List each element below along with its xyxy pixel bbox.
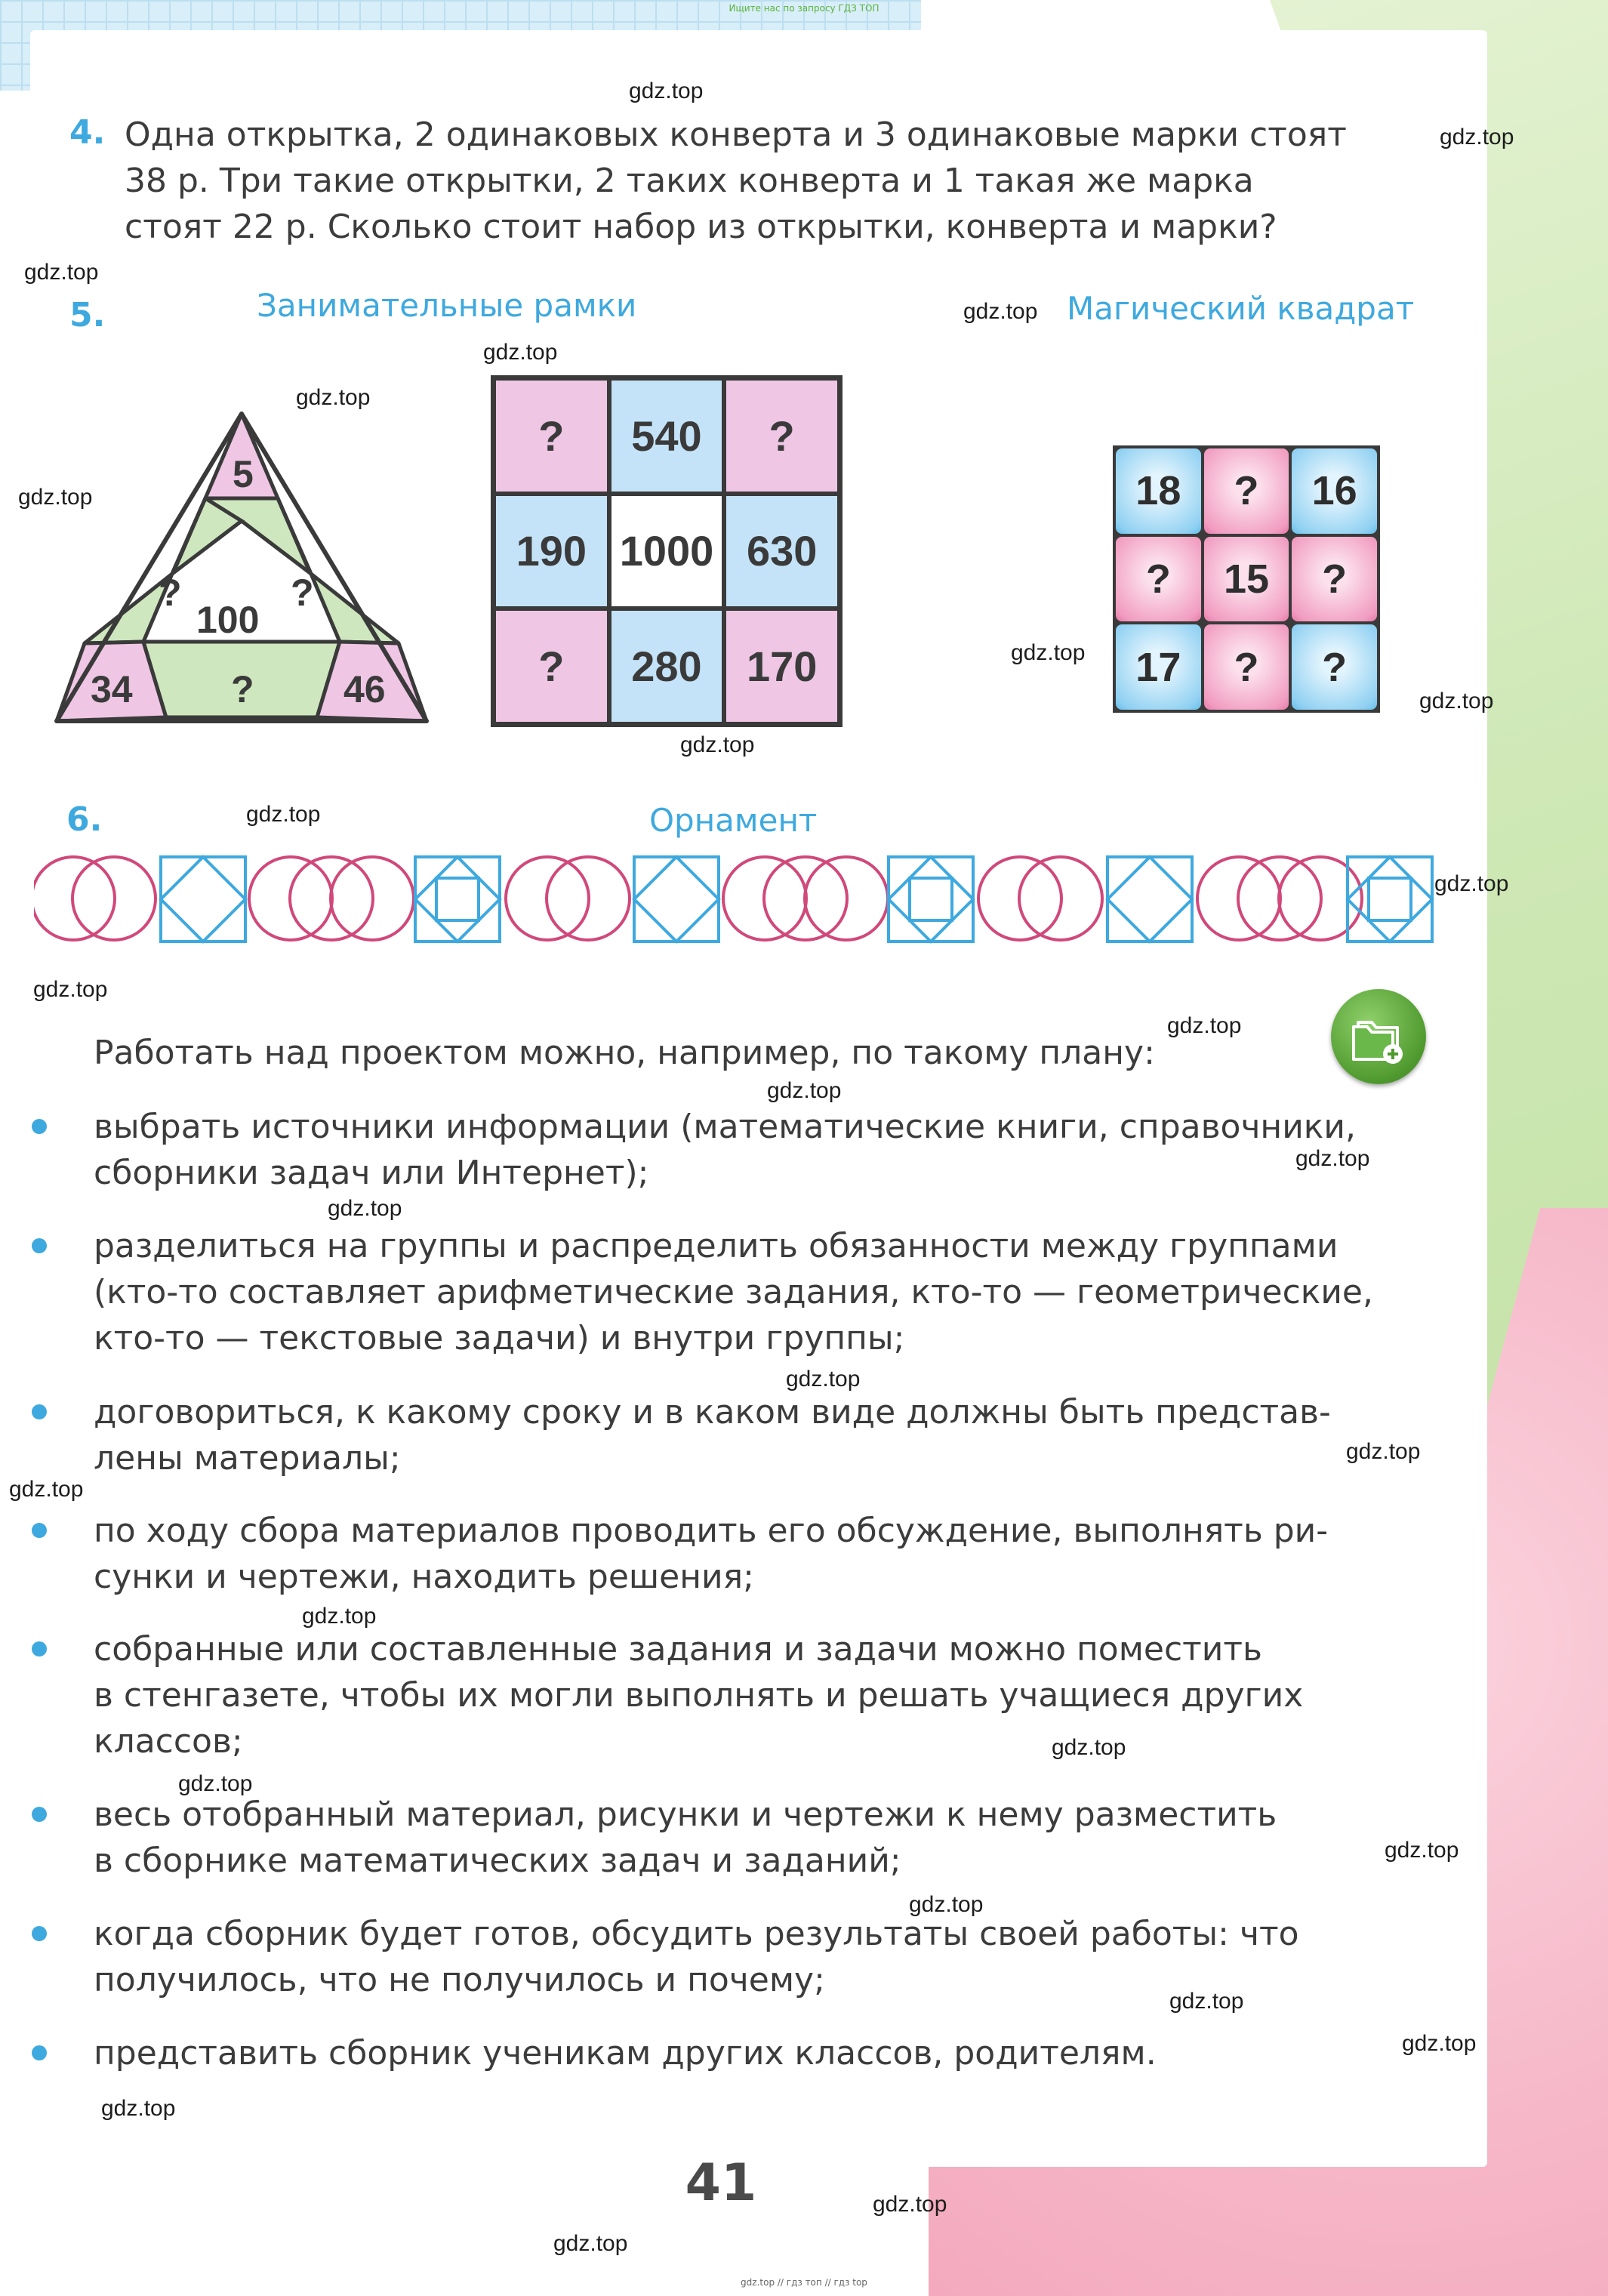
magic-square-title: Магический квадрат (1067, 290, 1415, 327)
ornament-square (415, 857, 500, 942)
watermark: gdz.top (873, 2192, 947, 2217)
ornament-circles-group-4 (723, 857, 888, 940)
header-link[interactable]: Ищите нас по запросу ГДЗ ТОП (729, 3, 879, 14)
watermark: gdz.top (963, 299, 1038, 324)
task-4-line-1: Одна открытка, 2 одинаковых конверта и 3 одинаковые марки стоят (125, 116, 1347, 154)
bullet-icon (32, 1238, 47, 1253)
ornament-diamond (889, 857, 973, 942)
list-item-line: в стенгазете, чтобы их могли выполнять и решать учащиеся других (94, 1676, 1304, 1715)
ornament-square-group-6 (1348, 857, 1432, 942)
ornament-circle (34, 857, 115, 940)
list-item-line: лены материалы; (94, 1439, 401, 1478)
watermark: gdz.top (909, 1892, 984, 1917)
ornament-circles-group-1 (34, 857, 156, 940)
ornament-circles-group-2 (249, 857, 414, 940)
watermark: gdz.top (296, 385, 371, 410)
watermark: gdz.top (767, 1078, 842, 1103)
ornament-square-group-3 (634, 857, 719, 942)
triangle-right-value: ? (291, 572, 314, 614)
watermark: gdz.top (246, 802, 321, 827)
ornament-square (1107, 857, 1192, 942)
watermark: gdz.top (1052, 1735, 1126, 1760)
ornament-square (1348, 857, 1432, 942)
ornament-inner-square (1369, 878, 1411, 920)
list-item-line: когда сборник будет готов, обсудить результаты своей работы: что (94, 1915, 1299, 1953)
triangle-left-value: ? (159, 572, 182, 614)
triangle-center-value: 100 (196, 599, 260, 641)
ornament-square-group-5 (1107, 857, 1192, 942)
task-5-number: 5. (69, 296, 106, 334)
triangle-bottom-right-value: 46 (343, 668, 386, 710)
frame-cell: 170 (724, 609, 839, 724)
watermark: gdz.top (483, 340, 558, 365)
ornament-circles-group-3 (506, 857, 630, 940)
frame-cell: ? (724, 378, 839, 494)
task-4-line-3: стоят 22 р. Сколько стоит набор из открытки, конверта и марки? (125, 208, 1277, 246)
list-item-line: договориться, к какому сроку и в каком виде должны быть представ- (94, 1393, 1331, 1432)
triangle-top-value: 5 (233, 453, 254, 495)
ornament-pattern (34, 846, 1438, 951)
watermark: gdz.top (1295, 1146, 1370, 1171)
ornament-title: Орнамент (649, 802, 818, 839)
list-item-line: классов; (94, 1722, 243, 1761)
list-item-line: разделиться на группы и распределить обязанности между группами (94, 1227, 1338, 1265)
frame-cell: 280 (609, 609, 725, 724)
list-item-line: по ходу сбора материалов проводить его обсуждение, выполнять ри- (94, 1512, 1329, 1550)
frame-cell: ? (494, 378, 609, 494)
magic-cell: 16 (1292, 448, 1377, 534)
frame-cell: 630 (724, 494, 839, 609)
list-item-line: собранные или составленные задания и задачи можно поместить (94, 1630, 1262, 1669)
ornament-inner-square (436, 878, 479, 920)
magic-cell: ? (1204, 624, 1289, 710)
list-item-line: сунки и чертежи, находить решения; (94, 1558, 754, 1596)
watermark: gdz.top (1402, 2031, 1477, 2056)
ornament-square (634, 857, 719, 942)
ornament-square (889, 857, 973, 942)
ornament-inner-square (910, 878, 952, 920)
watermark: gdz.top (18, 485, 93, 510)
ornament-diamond (415, 857, 500, 942)
list-item-line: выбрать источники информации (математические книги, справочники, (94, 1108, 1356, 1146)
watermark: gdz.top (33, 977, 108, 1002)
list-item-line: кто-то — текстовые задачи) и внутри группы; (94, 1319, 905, 1358)
watermark: gdz.top (1419, 689, 1494, 713)
watermark: gdz.top (629, 79, 704, 103)
frame-cell: 540 (609, 378, 725, 494)
footer-link[interactable]: gdz.top // гдз топ // гдз top (741, 2277, 867, 2288)
ornament-square-group-1 (161, 857, 245, 942)
list-item-line: получилось, что не получилось и почему; (94, 1961, 825, 1999)
watermark: gdz.top (1440, 125, 1514, 149)
watermark: gdz.top (101, 2096, 176, 2121)
watermark: gdz.top (786, 1367, 861, 1391)
ornament-diamond (161, 857, 245, 942)
bullet-icon (32, 1119, 47, 1134)
frame-grid-puzzle (491, 375, 843, 727)
watermark: gdz.top (1385, 1838, 1459, 1863)
bullet-icon (32, 1641, 47, 1657)
task-4-number: 4. (69, 113, 106, 152)
watermark: gdz.top (680, 732, 755, 757)
frame-cell: ? (494, 609, 609, 724)
watermark: gdz.top (1434, 871, 1509, 896)
ornament-circles-group-5 (978, 857, 1102, 940)
triangle-bottom-mid-value: ? (231, 668, 254, 710)
magic-cell: ? (1292, 537, 1377, 622)
magic-cell: 17 (1116, 624, 1201, 710)
triangle-puzzle (53, 400, 430, 732)
watermark: gdz.top (1167, 1013, 1242, 1038)
page-number: 41 (685, 2153, 757, 2213)
bullet-icon (32, 1523, 47, 1538)
watermark: gdz.top (178, 1771, 253, 1796)
ornament-diamond (634, 857, 719, 942)
ornament-diamond (1348, 857, 1432, 942)
watermark: gdz.top (1169, 1989, 1244, 2014)
frame-cell-center: 1000 (609, 494, 725, 609)
magic-cell: 15 (1204, 537, 1289, 622)
magic-cell: ? (1116, 537, 1201, 622)
magic-cell: ? (1204, 448, 1289, 534)
bullet-icon (32, 2045, 47, 2060)
ornament-diamond (1107, 857, 1192, 942)
list-item-line: (кто-то составляет арифметические задания, кто-то — геометрические, (94, 1273, 1373, 1311)
task-4-line-2: 38 р. Три такие открытки, 2 таких конверта и 1 такая же марка (125, 162, 1254, 200)
watermark: gdz.top (1346, 1439, 1421, 1464)
task-6-number: 6. (66, 800, 103, 839)
watermark: gdz.top (24, 260, 99, 285)
bullet-icon (32, 1807, 47, 1822)
project-intro: Работать над проектом можно, например, по такому плану: (94, 1034, 1155, 1072)
watermark: gdz.top (9, 1477, 84, 1502)
bullet-icon (32, 1404, 47, 1419)
magic-cell: ? (1292, 624, 1377, 710)
magic-square (1113, 445, 1380, 713)
bullet-icon (32, 1926, 47, 1941)
list-item-line: в сборнике математических задач и заданий; (94, 1841, 901, 1880)
magic-cell: 18 (1116, 448, 1201, 534)
list-item-line: весь отобранный материал, рисунки и чертежи к нему разместить (94, 1795, 1277, 1834)
watermark: gdz.top (328, 1196, 402, 1221)
watermark: gdz.top (553, 2231, 628, 2256)
list-item-line: сборники задач или Интернет); (94, 1154, 649, 1192)
watermark: gdz.top (302, 1604, 377, 1629)
list-item-line: представить сборник ученикам других классов, родителям. (94, 2034, 1157, 2073)
frame-cell: 190 (494, 494, 609, 609)
watermark: gdz.top (1011, 640, 1086, 665)
ornament-square (161, 857, 245, 942)
frames-title: Занимательные рамки (257, 287, 637, 324)
ornament-square-group-2 (415, 857, 500, 942)
ornament-circles-group-6 (1197, 857, 1362, 940)
triangle-bottom-left-value: 34 (91, 668, 133, 710)
ornament-square-group-4 (889, 857, 973, 942)
